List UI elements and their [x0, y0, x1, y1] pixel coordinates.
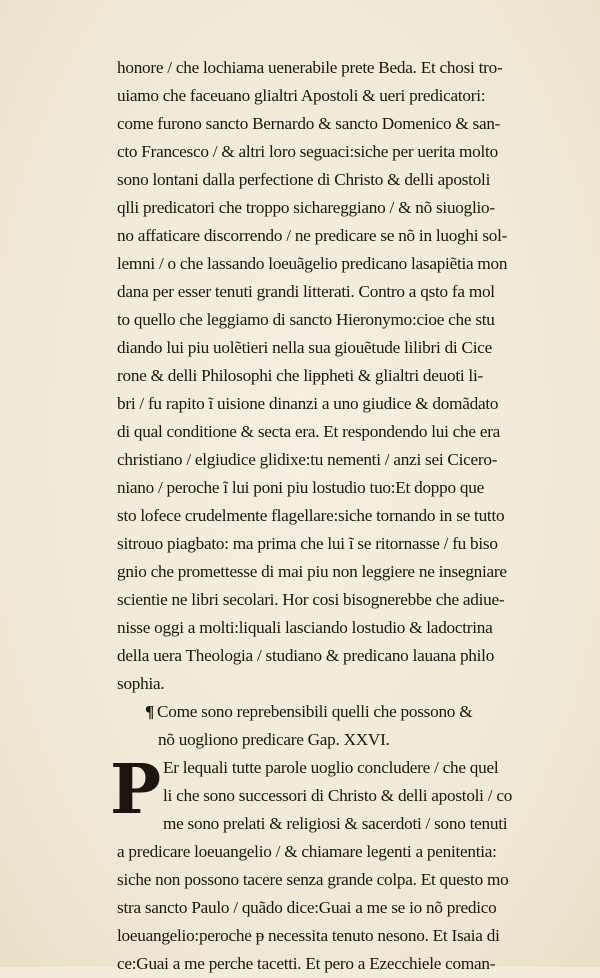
text-line: Er lequali tutte parole uoglio concludere / che quel [163, 758, 499, 777]
text-line: diando lui piu uolẽtieri nella sua giouẽtude lilibri di Cice [117, 338, 492, 357]
text-line: li che sono successori di Christo & delli apostoli / co [163, 786, 513, 805]
chapter-heading-line-1 [117, 698, 547, 726]
text-line: di qual conditione & secta era. Et respondendo lui che era [117, 422, 501, 441]
text-line: niano / peroche ĩ lui poni piu lostudio tuo:Et doppo que [117, 478, 484, 497]
paragraph-chapter-25-ending [117, 54, 547, 698]
text-line: no affaticare discorrendo / ne predicare se nõ in luoghi sol- [117, 226, 508, 245]
text-line: dana per esser tenuti grandi litterati. Contro a qsto fa mol [117, 282, 495, 301]
text-line: christiano / elgiudice glidixe:tu nementi / anzi sei Cicero- [117, 450, 498, 469]
text-line: bri / fu rapito ĩ uisione dinanzi a uno giudice & domãdato [117, 394, 499, 413]
text-line: a predicare loeuangelio / & chiamare legenti a penitentia: [117, 842, 497, 861]
chapter-heading-line-2: nõ uogliono predicare Gap. XXVI. [158, 730, 390, 749]
decorated-initial: P [110, 750, 162, 830]
text-line: lemni / o che lassando loeuãgelio predicano lasapiẽtia mon [117, 254, 508, 273]
text-column [110, 54, 547, 978]
text-line: della uera Theologia / studiano & predicano lauana philo [117, 646, 495, 665]
text-line: stra sancto Paulo / quãdo dice:Guai a me se io nõ predico [117, 898, 497, 917]
text-line: loeuangelio:peroche ᵽ necessita tenuto nesono. Et Isaia di [117, 926, 500, 945]
text-line: rone & delli Philosophi che liᵽpheti & glialtri deuoti li- [117, 366, 483, 385]
pilcrow-icon: ¶ [145, 702, 155, 721]
text-line: nisse oggi a molti:liquali lasciando lostudio & ladoctrina [117, 618, 493, 637]
text-line: qlli predicatori che troppo sichareggiano / & nõ siuoglio- [117, 198, 495, 217]
text-line: siche non possono tacere senza grande colpa. Et questo mo [117, 870, 509, 889]
text-line: sitrouo piagbato: ma prima che lui ĩ se ritornasse / fu biso [117, 534, 498, 553]
text-line: cto Francesco / & altri loro seguaci:siche per uerita molto [117, 142, 498, 161]
text-line: scientie ne libri secolari. Hor cosi bisognerebbe che adiue- [117, 590, 505, 609]
text-line: gnio che promettesse di mai piu non leggiere ne insegniare [117, 562, 507, 581]
text-line: sto lofece crudelmente flagellare:siche tornando in se tutto [117, 506, 505, 525]
heading-text-1: Come sono reprebensibili quelli che possono & [157, 702, 473, 721]
paragraph-chapter-26-opening [110, 750, 547, 838]
text-line: ce:Guai a me perche tacetti. Et pero a Ezecchiele coman- [117, 954, 496, 973]
text-line: sophia. [117, 674, 165, 693]
text-line: come furono sancto Bernardo & sancto Domenico & san- [117, 114, 501, 133]
paragraph-chapter-26-continued [117, 838, 547, 978]
text-line: uiamo che faceuano glialtri Apostoli & ueri predicatori: [117, 86, 486, 105]
text-line: sono lontani dalla perfectione di Christo & delli apostoli [117, 170, 491, 189]
text-line: me sono prelati & religiosi & sacerdoti / sono tenuti [163, 814, 508, 833]
text-line: honore / che lochiama uenerabile prete Beda. Et chosi tro- [117, 58, 503, 77]
text-line: to quello che leggiamo di sancto Hieronymo:cioe che stu [117, 310, 495, 329]
